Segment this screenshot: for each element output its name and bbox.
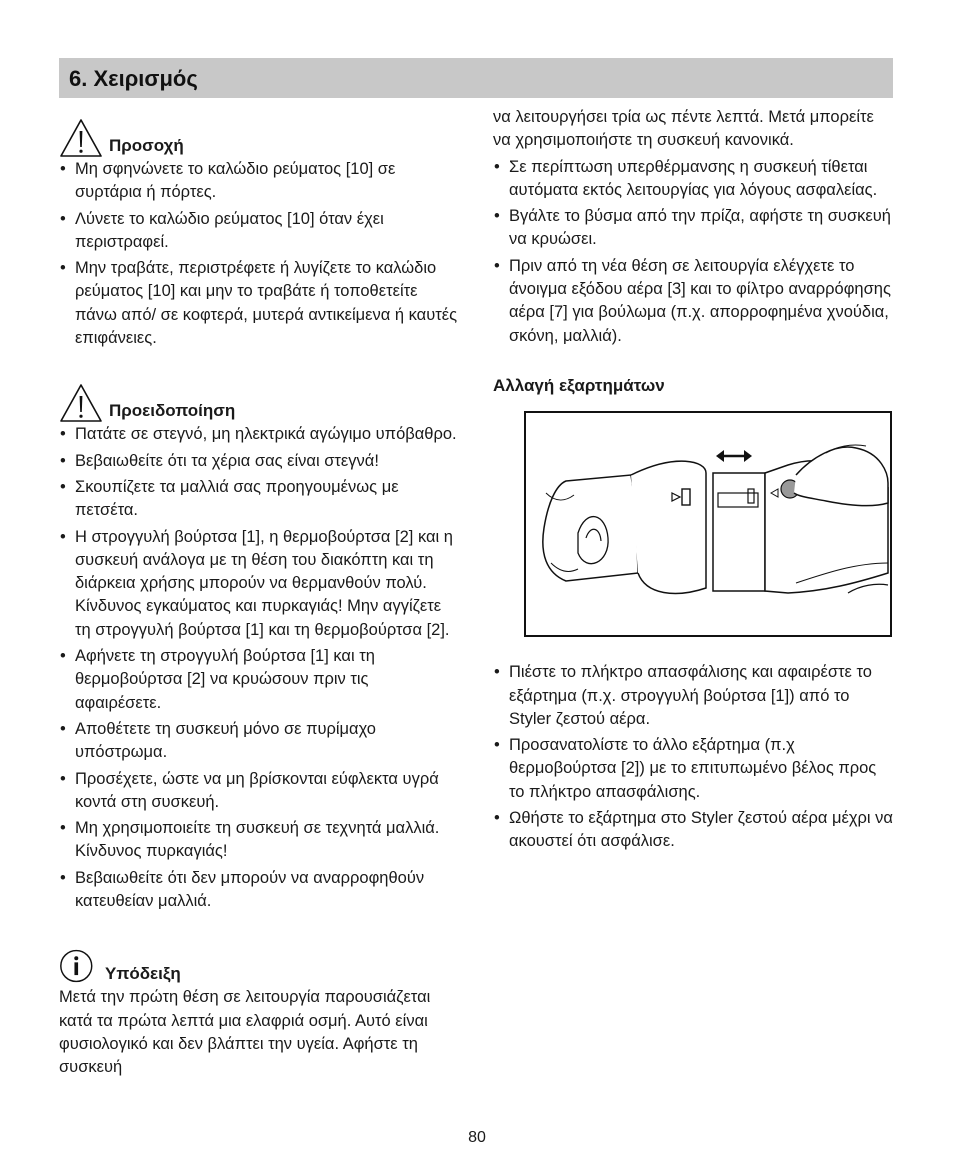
list-item: • Μη χρησιμοποιείτε τη συσκευή σε τεχνητά μαλλιά. Κίνδυνος πυρκαγιάς! bbox=[59, 817, 459, 864]
left-column bbox=[59, 118, 459, 1080]
list-item: • Σκουπίζετε τα μαλλιά σας προηγουμένως με πετσέτα. bbox=[59, 476, 459, 523]
caution-list bbox=[59, 158, 459, 350]
list-item: • Σε περίπτωση υπερθέρμανσης η συσκευή τίθεται αυτόματα εκτός λειτουργίας για λόγους ασφαλείας. bbox=[493, 156, 893, 203]
section-title: 6. Χειρισμός bbox=[69, 66, 198, 91]
warning-title: Προειδοποίηση bbox=[109, 401, 236, 421]
attachments-list bbox=[493, 661, 893, 853]
attachments-title: Αλλαγή εξαρτημάτων bbox=[493, 375, 665, 395]
page-number: 80 bbox=[468, 1129, 486, 1146]
warning-list bbox=[59, 423, 459, 913]
caution-heading bbox=[59, 118, 459, 158]
list-item: • Βεβαιωθείτε ότι δεν μπορούν να αναρροφηθούν κατευθείαν μαλλιά. bbox=[59, 867, 459, 914]
list-item: • Η στρογγυλή βούρτσα [1], η θερμοβούρτσα [2] και η συσκευή ανάλογα με τη θέση του διακόπτη και τη διάρκεια χρήσης μπορούν να θερμανθούν πολύ. Κίνδυνος εγκαύματος και πυρκαγιάς! Μην αγγίζετε τη στρογγυλή βούρτσα [1] και τη θερμοβούρτσα [2]. bbox=[59, 526, 459, 642]
note-title: Υπόδειξη bbox=[105, 964, 181, 984]
right-column bbox=[493, 106, 893, 857]
warning-heading bbox=[59, 383, 459, 423]
attachment-change-illustration bbox=[524, 411, 892, 637]
caution-title: Προσοχή bbox=[109, 136, 184, 155]
list-item: • Αφήνετε τη στρογγυλή βούρτσα [1] και τη θερμοβούρτσα [2] να κρυώσουν πριν τις αφαιρέσετε. bbox=[59, 645, 459, 715]
note-list bbox=[493, 156, 893, 348]
list-item: • Λύνετε το καλώδιο ρεύματος [10] όταν έχει περιστραφεί. bbox=[59, 208, 459, 255]
list-item: • Πιέστε το πλήκτρο απασφάλισης και αφαιρέστε το εξάρτημα (π.χ. στρογγυλή βούρτσα [1]) από το Styler ζεστού αέρα. bbox=[493, 661, 893, 731]
list-item: • Αποθέτετε τη συσκευή μόνο σε πυρίμαχο υπόστρωμα. bbox=[59, 718, 459, 765]
list-item: • Προσανατολίστε το άλλο εξάρτημα (π.χ θερμοβούρτσα [2]) με το επιτυπωμένο βέλος προς το πλήκτρο απασφάλισης. bbox=[493, 734, 893, 804]
list-item: • Προσέχετε, ώστε να μη βρίσκονται εύφλεκτα υγρά κοντά στη συσκευή. bbox=[59, 768, 459, 815]
list-item: • Πατάτε σε στεγνό, μη ηλεκτρικά αγώγιμο υπόβαθρο. bbox=[59, 423, 459, 446]
info-circle-icon bbox=[59, 946, 99, 986]
list-item: • Μη σφηνώνετε το καλώδιο ρεύματος [10] σε συρτάρια ή πόρτες. bbox=[59, 158, 459, 205]
list-item: • Μην τραβάτε, περιστρέφετε ή λυγίζετε το καλώδιο ρεύματος [10] και μην το τραβάτε ή τοποθετείτε πάνω από/ σε κοφτερά, μυτερά αντικείμενα ή καυτές επιφάνειες. bbox=[59, 257, 459, 350]
note-heading bbox=[59, 946, 459, 986]
list-item: • Βγάλτε το βύσμα από την πρίζα, αφήστε τη συσκευή να κρυώσει. bbox=[493, 205, 893, 252]
warning-triangle-icon bbox=[59, 118, 103, 158]
section-header-bar bbox=[59, 58, 893, 98]
list-item: • Πριν από τη νέα θέση σε λειτουργία ελέγχετε το άνοιγμα εξόδου αέρα [3] και το φίλτρο αναρρόφησης αέρα [7] για βούλωμα (π.χ. απορροφημένα χνούδια, σκόνη, μαλλιά). bbox=[493, 255, 893, 348]
styler-attachment-drawing bbox=[526, 413, 890, 635]
warning-triangle-icon bbox=[59, 383, 103, 423]
note-paragraph-continued: να λειτουργήσει τρία ως πέντε λεπτά. Μετά μπορείτε να χρησιμοποιήστε τη συσκευή κανονικά. bbox=[493, 108, 874, 150]
list-item: • Ωθήστε το εξάρτημα στο Styler ζεστού αέρα μέχρι να ακουστεί ότι ασφάλισε. bbox=[493, 807, 893, 854]
list-item: • Βεβαιωθείτε ότι τα χέρια σας είναι στεγνά! bbox=[59, 450, 459, 473]
note-paragraph: Μετά την πρώτη θέση σε λειτουργία παρουσιάζεται κατά τα πρώτα λεπτά μια ελαφριά οσμή. Αυτό είναι φυσιολογικό και δεν βλάπτει την υγεία. Αφήστε τη συσκευή bbox=[59, 988, 431, 1077]
